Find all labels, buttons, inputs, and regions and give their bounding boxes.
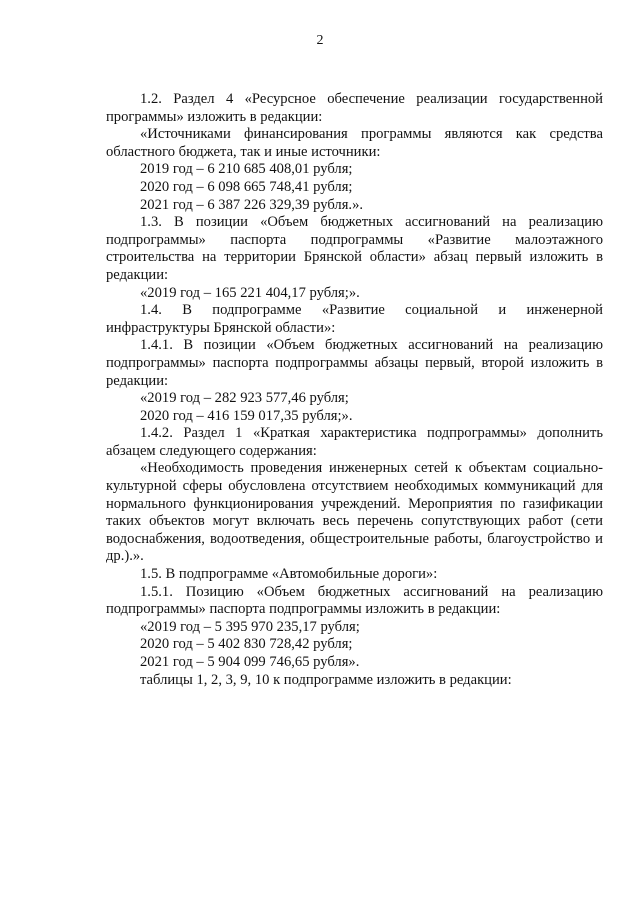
paragraph-1-2: 1.2. Раздел 4 «Ресурсное обеспечение реализации государственной программы» изложить в редакции: [106,91,603,125]
paragraph-1-4: 1.4. В подпрограмме «Развитие социальной и инженерной инфраструктуры Брянской области»: [106,302,603,336]
paragraph-1-4-2: 1.4.2. Раздел 1 «Краткая характеристика подпрограммы» дополнить абзацем следующего содержания: [106,425,603,459]
paragraph-1-5-1-2020: 2020 год – 5 402 830 728,42 рубля; [140,636,353,653]
paragraph-1-4-1: 1.4.1. В позиции «Объем бюджетных ассигнований на реализацию подпрограммы» паспорта подпрограммы абзацы первый, второй изложить в редакции: [106,337,603,389]
paragraph-1-4-2-content: «Необходимость проведения инженерных сетей к объектам социально-культурной сферы обусловлена отсутствием необходимых коммуникаций для нормального функционирования учреждений. Мероприятия по газификации таких объектов могут включать весь перечень сопутствующих работ (сети водоснабжения, водоотведения, общестроительные работы, благоустройство и др.).». [106,460,603,565]
paragraph-2019-total: 2019 год – 6 210 685 408,01 рубля; [140,161,353,178]
paragraph-1-3: 1.3. В позиции «Объем бюджетных ассигнований на реализацию подпрограммы» паспорта подпрограммы «Развитие малоэтажного строительства на территории Брянской области» абзац первый изложить в редакции: [106,214,603,283]
page-number: 2 [316,33,324,48]
paragraph-1-5: 1.5. В подпрограмме «Автомобильные дороги»: [140,566,438,583]
paragraph-1-4-1-2020: 2020 год – 416 159 017,35 рубля;». [140,407,353,424]
paragraph-1-4-1-2019: «2019 год – 282 923 577,46 рубля; [140,390,349,407]
paragraph-2020-total: 2020 год – 6 098 665 748,41 рубля; [140,178,353,195]
paragraph-sources-intro: «Источниками финансирования программы являются как средства областного бюджета, так и иные источники: [106,126,603,160]
paragraph-1-3-2019: «2019 год – 165 221 404,17 рубля;». [140,284,360,301]
paragraph-2021-total: 2021 год – 6 387 226 329,39 рубля.». [140,196,364,213]
paragraph-1-5-1-2021: 2021 год – 5 904 099 746,65 рубля». [140,654,360,670]
paragraph-tables: таблицы 1, 2, 3, 9, 10 к подпрограмме изложить в редакции: [140,671,512,688]
paragraph-1-5-1: 1.5.1. Позицию «Объем бюджетных ассигнований на реализацию подпрограммы» паспорта подпрограммы изложить в редакции: [106,583,603,618]
document-body [106,91,603,689]
paragraph-1-5-1-2019: «2019 год – 5 395 970 235,17 рубля; [140,618,360,635]
